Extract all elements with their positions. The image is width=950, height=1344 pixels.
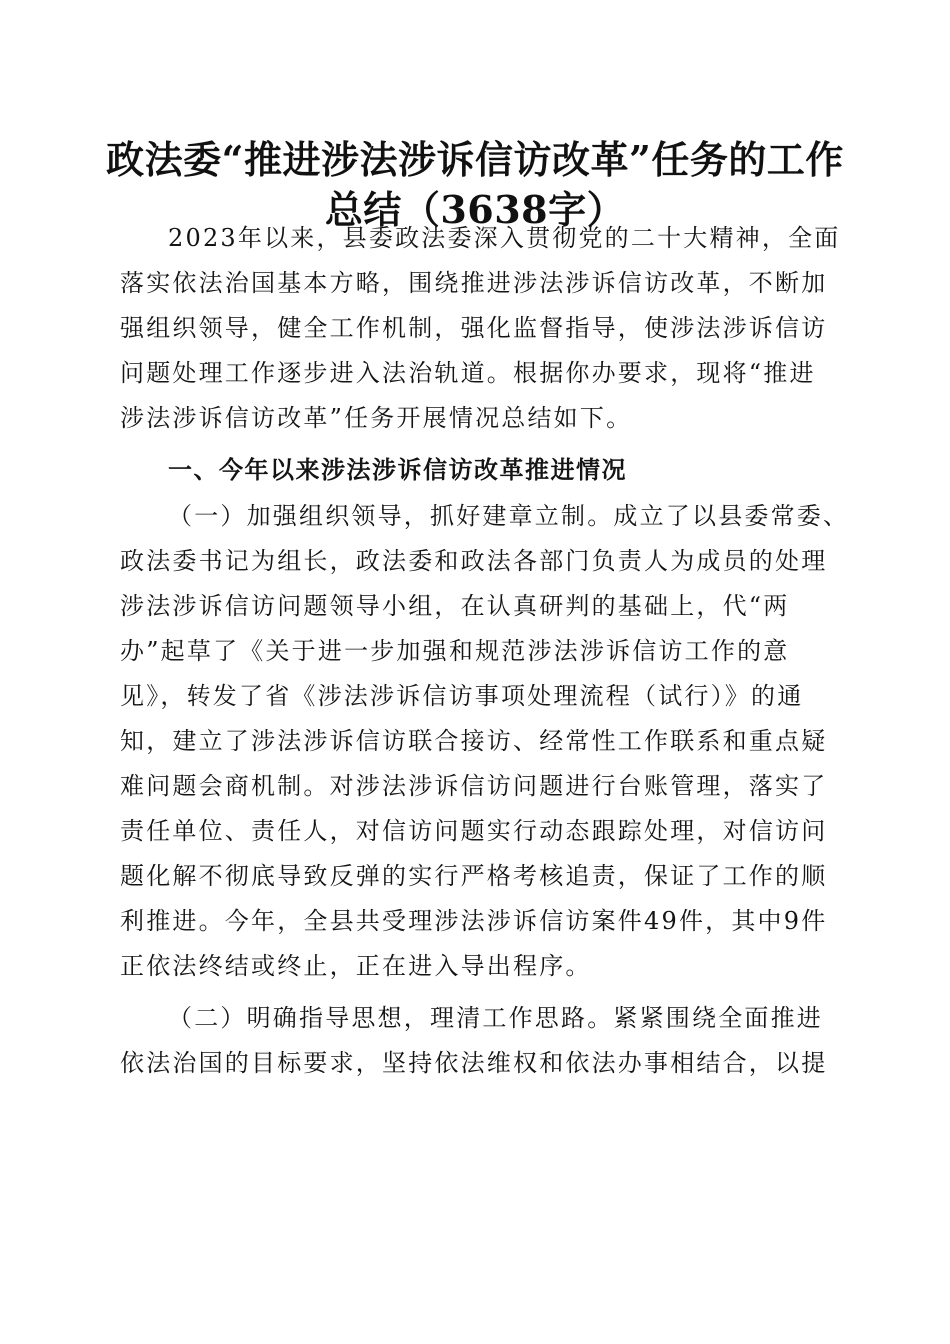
paragraph-section1-line-3: 涉法涉诉信访问题领导小组，在认真研判的基础上，代“两 <box>120 592 790 620</box>
paragraph-intro-line-1: 2023年以来，县委政法委深入贯彻党的二十大精神，全面 <box>168 224 841 252</box>
paragraph-section1-line-5: 见》，转发了省《涉法涉诉信访事项处理流程（试行）》的通 <box>120 682 804 710</box>
paragraph-intro-line-2: 落实依法治国基本方略，围绕推进涉法涉诉信访改革，不断加 <box>120 269 828 297</box>
document-title-line-1: 政法委“推进涉法涉诉信访改革”任务的工作 <box>106 137 844 182</box>
paragraph-section2-line-1: （二）明确指导思想，理清工作思路。紧紧围绕全面推进 <box>168 1004 823 1032</box>
paragraph-section1-line-10: 利推进。今年，全县共受理涉法涉诉信访案件49件，其中9件 <box>120 907 828 935</box>
paragraph-section1-line-2: 政法委书记为组长，政法委和政法各部门负责人为成员的处理 <box>120 547 828 575</box>
section-heading-1: 一、今年以来涉法涉诉信访改革推进情况 <box>168 456 627 484</box>
paragraph-intro-line-5: 涉法涉诉信访改革”任务开展情况总结如下。 <box>120 404 633 432</box>
paragraph-section1-line-6: 知，建立了涉法涉诉信访联合接访、经常性工作联系和重点疑 <box>120 727 828 755</box>
paragraph-section2-line-2: 依法治国的目标要求，坚持依法维权和依法办事相结合，以提 <box>120 1049 828 1077</box>
paragraph-section1-line-9: 题化解不彻底导致反弹的实行严格考核追责，保证了工作的顺 <box>120 862 828 890</box>
paragraph-intro-line-4: 问题处理工作逐步进入法治轨道。根据你办要求，现将“推进 <box>120 359 816 387</box>
document-title-line-2: 总结（3638字） <box>324 187 626 232</box>
paragraph-section1-line-1: （一）加强组织领导，抓好建章立制。成立了以县委常委、 <box>168 502 850 530</box>
paragraph-section1-line-11: 正依法终结或终止，正在进入导出程序。 <box>120 952 592 980</box>
paragraph-section1-line-8: 责任单位、责任人，对信访问题实行动态跟踪处理，对信访问 <box>120 817 828 845</box>
paragraph-intro-line-3: 强组织领导，健全工作机制，强化监督指导，使涉法涉诉信访 <box>120 314 828 342</box>
paragraph-section1-line-4: 办”起草了《关于进一步加强和规范涉法涉诉信访工作的意 <box>120 637 790 665</box>
paragraph-section1-line-7: 难问题会商机制。对涉法涉诉信访问题进行台账管理，落实了 <box>120 772 828 800</box>
